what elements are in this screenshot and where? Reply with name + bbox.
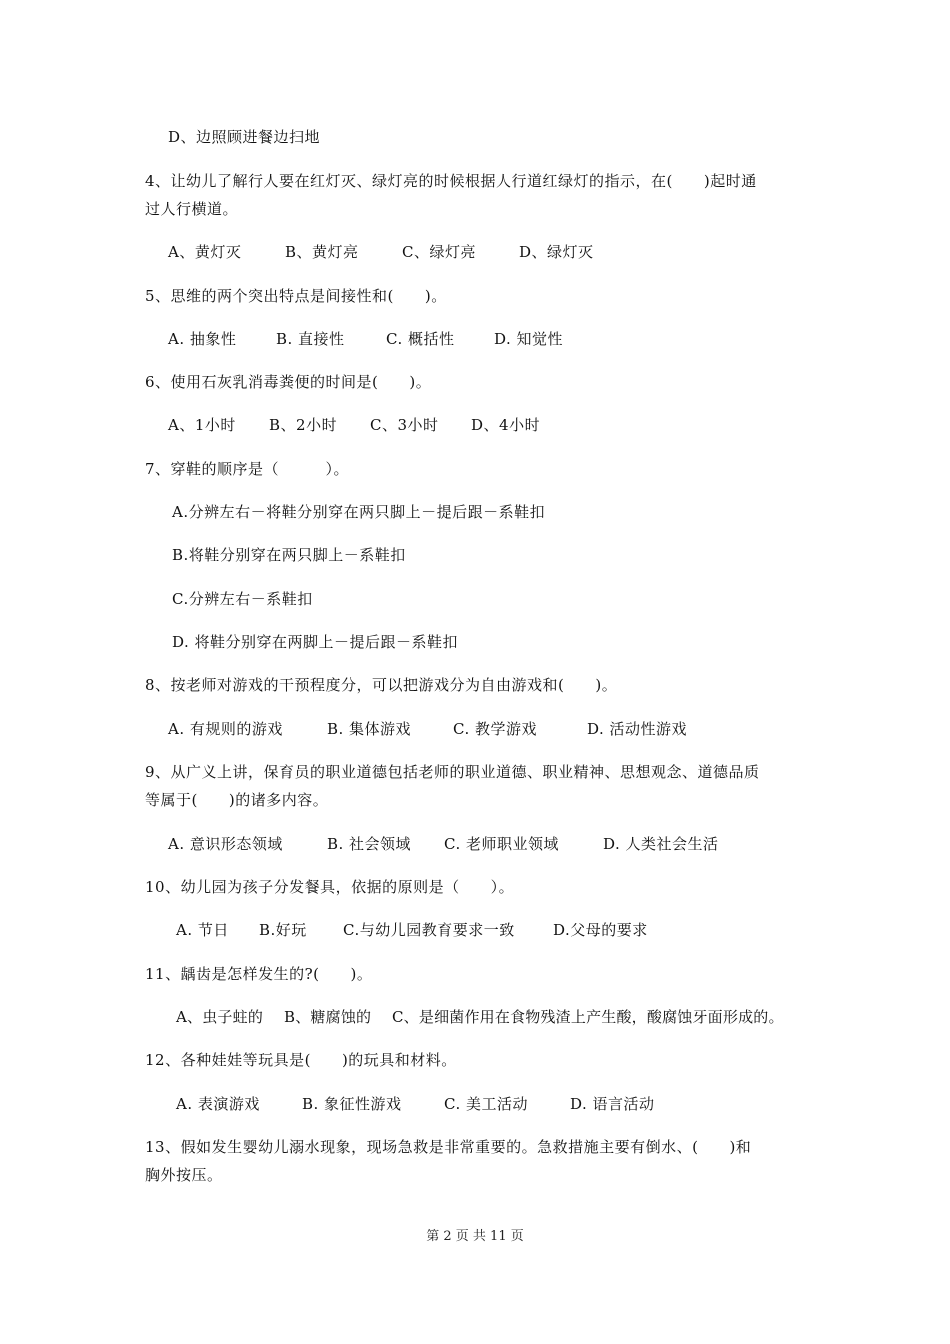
q4-text-line-2: 过人行横道。 (145, 200, 239, 218)
q8-option-d: D. 活动性游戏 (587, 720, 688, 738)
q11-option-a: A、虫子蛀的 (176, 1008, 264, 1026)
q10-option-b: B.好玩 (259, 921, 307, 939)
q11-option-c: C、是细菌作用在食物残渣上产生酸，酸腐蚀牙面形成的。 (392, 1008, 784, 1026)
q9-option-c: C. 老师职业领域 (444, 835, 559, 853)
q4-option-d: D、绿灯灭 (519, 243, 594, 261)
q6-text: 6、使用石灰乳消毒粪便的时间是( )。 (145, 373, 432, 391)
q4-option-b: B、黄灯亮 (285, 243, 359, 261)
q6-option-a: A、1小时 (168, 416, 236, 434)
q5-option-d: D. 知觉性 (494, 330, 564, 348)
q4-option-a: A、黄灯灭 (168, 243, 242, 261)
q7-option-b: B.将鞋分别穿在两只脚上－系鞋扣 (172, 546, 406, 564)
q8-option-c: C. 教学游戏 (453, 720, 537, 738)
page-number-footer: 第 2 页 共 11 页 (426, 1229, 524, 1244)
q4-option-c: C、绿灯亮 (402, 243, 476, 261)
q11-text: 11、龋齿是怎样发生的?( )。 (145, 965, 373, 983)
q11-options (176, 1007, 784, 1027)
q12-options (176, 1094, 655, 1114)
q7-text: 7、穿鞋的顺序是（ ）。 (145, 460, 350, 478)
q5-option-b: B. 直接性 (276, 330, 345, 348)
q4-text-line-1: 4、让幼儿了解行人要在红灯灭、绿灯亮的时候根据人行道红绿灯的指示，在( )起时通 (145, 172, 757, 190)
q10-text: 10、幼儿园为孩子分发餐具，依据的原则是（ ）。 (145, 878, 515, 896)
q5-text: 5、思维的两个突出特点是间接性和( )。 (145, 287, 447, 305)
q7-option-a: A.分辨左右－将鞋分别穿在两只脚上－提后跟－系鞋扣 (172, 503, 546, 521)
q5-option-a: A. 抽象性 (168, 330, 237, 348)
q5-options (168, 329, 563, 349)
q9-text-line-2: 等属于( )的诸多内容。 (145, 791, 329, 809)
q9-option-d: D. 人类社会生活 (603, 835, 719, 853)
q8-options (168, 719, 687, 739)
q10-option-d: D.父母的要求 (553, 921, 648, 939)
q9-text-line-1: 9、从广义上讲，保育员的职业道德包括老师的职业道德、职业精神、思想观念、道德品质 (145, 763, 760, 781)
q12-option-a: A. 表演游戏 (176, 1095, 260, 1113)
q5-option-c: C. 概括性 (386, 330, 455, 348)
q6-option-c: C、3小时 (370, 416, 439, 434)
q13-text-line-1: 13、假如发生婴幼儿溺水现象，现场急救是非常重要的。急救措施主要有倒水、( )和 (145, 1138, 752, 1156)
q13-text-line-2: 胸外按压。 (145, 1166, 223, 1184)
q10-options (176, 920, 648, 940)
q12-option-c: C. 美工活动 (444, 1095, 528, 1113)
q11-option-b: B、糖腐蚀的 (284, 1008, 372, 1026)
q6-option-d: D、4小时 (471, 416, 541, 434)
q12-option-d: D. 语言活动 (570, 1095, 655, 1113)
q3-option-d: D、边照顾进餐边扫地 (168, 128, 321, 146)
q7-option-c: C.分辨左右－系鞋扣 (172, 590, 313, 608)
q8-option-b: B. 集体游戏 (327, 720, 412, 738)
q7-option-d: D. 将鞋分别穿在两脚上－提后跟－系鞋扣 (172, 633, 459, 651)
q4-options (168, 242, 594, 262)
q9-option-b: B. 社会领域 (327, 835, 412, 853)
q9-option-a: A. 意识形态领域 (168, 835, 283, 853)
q8-text: 8、按老师对游戏的干预程度分，可以把游戏分为自由游戏和( )。 (145, 676, 618, 694)
q9-options (168, 834, 719, 854)
q12-option-b: B. 象征性游戏 (302, 1095, 402, 1113)
q6-option-b: B、2小时 (269, 416, 338, 434)
q8-option-a: A. 有规则的游戏 (168, 720, 283, 738)
q10-option-c: C.与幼儿园教育要求一致 (343, 921, 515, 939)
q12-text: 12、各种娃娃等玩具是( )的玩具和材料。 (145, 1051, 457, 1069)
q10-option-a: A. 节日 (176, 921, 229, 939)
q6-options (168, 415, 540, 435)
